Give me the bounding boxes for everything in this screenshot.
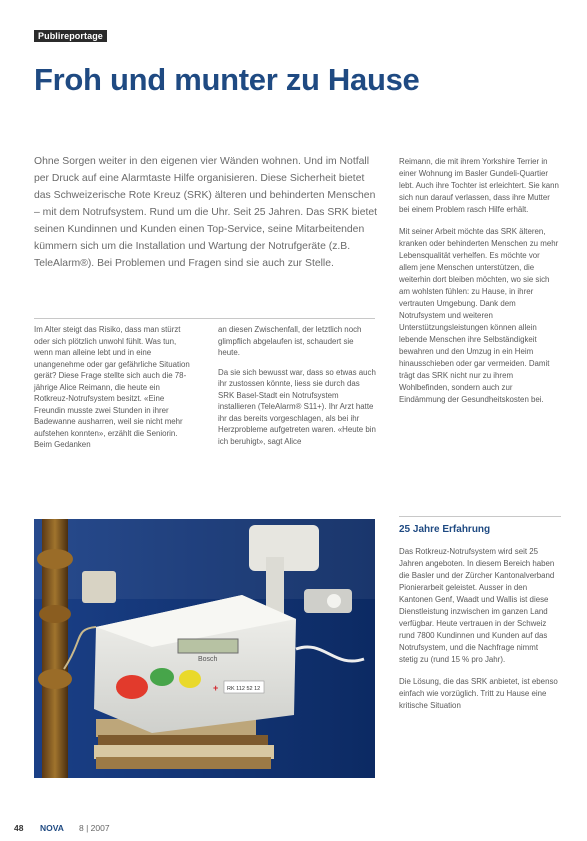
page-title: Froh und munter zu Hause xyxy=(34,62,420,97)
body-paragraph: Reimann, die mit ihrem Yorkshire Terrier in einer Wohnung im Basler Gundeli-Quartier lebt. Auch ihre Tochter ist erleichtert. Sie kann sich nun darauf verlassen, dass ihre Mutter bei einem Problem rasch Hilfe erhält. xyxy=(399,157,559,214)
page-number: 48 xyxy=(14,823,24,833)
photo-telealarm-device xyxy=(34,519,375,778)
red-button xyxy=(116,675,148,699)
photo-illustration xyxy=(34,519,375,778)
section-divider xyxy=(399,516,561,517)
intro-divider xyxy=(34,318,375,319)
body-column-1 xyxy=(34,324,194,459)
body-paragraph: Mit seiner Arbeit möchte das SRK älteren, kranken oder behinderten Menschen zu mehr Lebensqualität verhelfen. Es möchte vor allem jene Menschen unterstützen, die weiterhin dort bleiben möchten, wo sie sich am wohlsten fühlen: zu Hause, in ihrer vertrauten Umgebung. Dank dem Notrufsystem und weiteren Unterstützungsleistungen können allein lebende Menschen ihre Selbständigkeit bewahren und den Umzug in ein Heim hinausschieben oder gar vermeiden. Damit trägt das SRK nicht nur zu ihrem Wohlbefinden, sondern auch zur Eindämmung der Gesundheitskosten bei. xyxy=(399,227,559,404)
section-tag: Publireportage xyxy=(34,30,107,42)
body-column-2 xyxy=(218,324,376,455)
issue-number: 8 | 2007 xyxy=(79,823,110,833)
right-column-top xyxy=(399,156,559,416)
body-paragraph: an diesen Zwischenfall, der letztlich noch glimpflich abgelaufen ist, schaudert sie heute. xyxy=(218,325,362,357)
section-heading: 25 Jahre Erfahrung xyxy=(399,524,491,535)
green-button xyxy=(150,668,174,686)
body-paragraph: Im Alter steigt das Risiko, dass man stürzt oder sich plötzlich unwohl fühlt. Was tun, wenn man alleine lebt und in eine unangenehme oder gar gefährliche Situation gerät? Diese Frage stellte sich auch die 78-jährige Alice Reimann, die heute ein Rotkreuz-Notrufsystem besitzt. «Eine Freundin musste zwei Stunden in ihrer Badewanne ausharren, weil sie nicht mehr aufstehen konnten», erzählt die Seniorin. Beim Gedanken xyxy=(34,325,190,449)
intro-paragraph: Ohne Sorgen weiter in den eigenen vier Wänden wohnen. Und im Notfall per Druck auf eine Alarmtaste Hilfe organisieren. Diese Sicherheit bietet das Schweizerische Rote Kreuz (SRK) älteren und behinderten Menschen – mit dem Notrufsystem. Rund um die Uhr. Seit 25 Jahren. Das SRK bietet seinen Kundinnen und Kunden einen Top-Service, seine Mitarbeitenden kümmern sich um die Installation und Wartung der Notrufgeräte (z.B. TeleAlarm®). Bei Problemen und Fragen sind sie auch zur Stelle. xyxy=(34,156,378,269)
device-display xyxy=(178,639,238,653)
body-paragraph: Da sie sich bewusst war, dass so etwas auch ihr zustossen könnte, liess sie durch das SRK Basel-Stadt ein Notrufsystem installieren (TeleAlarm® S11+). Ihr Arzt hatte ihr das bereits vorgeschlagen, als bei ihr Herzprobleme aufgetreten waren. «Heute bin ich beruhigt», sagt Alice xyxy=(218,367,376,446)
body-paragraph: Das Rotkreuz-Notrufsystem wird seit 25 Jahren angeboten. In diesem Bereich haben die Basler und der Zürcher Kantonalverband Pionierarbeit geleistet. Ausser in den Kantonen Genf, Waadt und Wallis ist diese Dienstleistung inzwischen im ganzen Land verfügbar. Heute vertrauen in der Schweiz rund 7800 Kundinnen und Kunden auf das Notrufsystem, und die Nachfrage nimmt stetig zu (rund 15 % pro Jahr). xyxy=(399,547,555,664)
body-paragraph: Die Lösung, die das SRK anbietet, ist ebenso einfach wie vorzüglich. Tritt zu Hause eine kritische Situation xyxy=(399,677,558,710)
device-label: RK 112 52 12 xyxy=(227,686,261,692)
device-brand: Bosch xyxy=(198,656,218,663)
right-column-bottom xyxy=(399,524,559,722)
yellow-button xyxy=(179,670,201,688)
red-cross-icon: + xyxy=(213,683,219,693)
magazine-name: NOVA xyxy=(40,823,64,833)
